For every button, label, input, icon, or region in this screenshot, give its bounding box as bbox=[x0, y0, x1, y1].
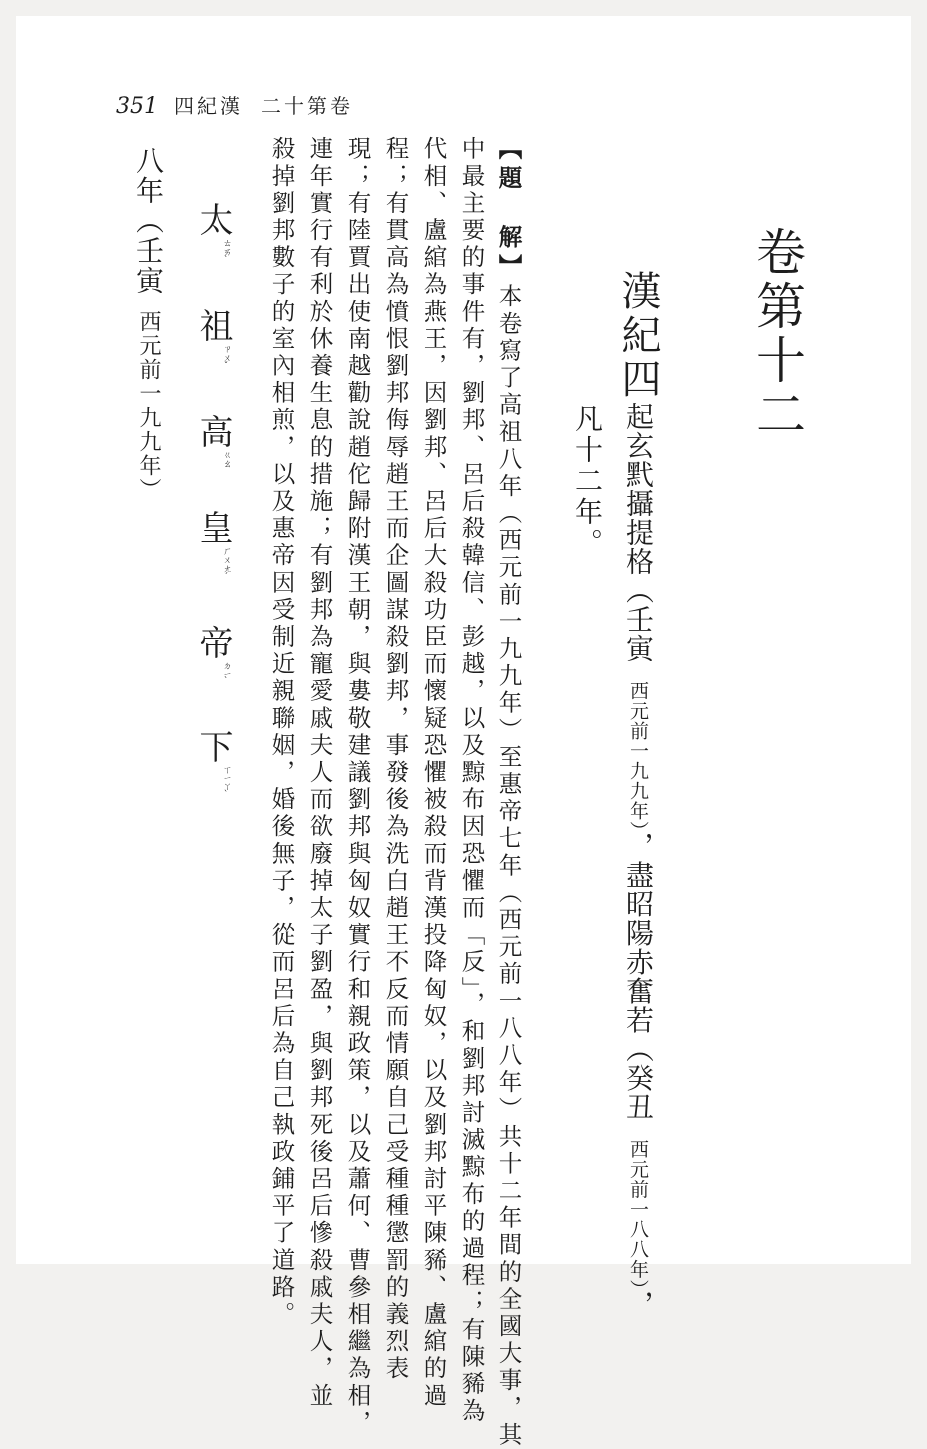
range-start-paren: （壬寅 bbox=[622, 576, 655, 663]
heading-char: 皇 bbox=[193, 510, 233, 546]
zhuyin-reading: ㄉㄧˋ bbox=[221, 661, 231, 688]
heading-char: 下 bbox=[193, 729, 233, 766]
volume-title: 卷第十二 bbox=[748, 226, 806, 442]
intro-label: 【題 解】 bbox=[494, 136, 523, 284]
intro-line-2: 中最主要的事件有，劉邦、呂后殺韓信、彭越，以及黥布因恐懼而「反」，和劉邦討滅黥布的過程；有陳豨為 bbox=[457, 136, 486, 1426]
book-page bbox=[16, 16, 911, 1449]
intro-line-6: 連年實行有利於休養生息的措施；有劉邦為寵愛戚夫人而欲廢掉太子劉盈，與劉邦死後呂后慘殺戚夫人，並 bbox=[305, 136, 334, 1410]
section-title: 漢紀四 bbox=[615, 270, 661, 402]
running-header bbox=[116, 90, 353, 119]
intro-line-1 bbox=[494, 136, 523, 1449]
heading-char: 祖 bbox=[193, 308, 233, 344]
emperor-heading bbox=[193, 202, 233, 801]
intro-line-7: 殺掉劉邦數子的室內相煎，以及惠帝因受制近親聯姻，婚後無子，從而呂后為自己執政鋪平了道路。 bbox=[267, 136, 296, 1329]
range-end-paren: （癸丑 bbox=[622, 1034, 655, 1122]
range-start-name: 起玄黓攝提格 bbox=[622, 402, 655, 576]
intro-text: 本卷寫了高祖八年（西元前一九九年）至惠帝七年（西元前一八八年）共十二年間的全國大事，其 bbox=[494, 283, 523, 1449]
year-range bbox=[622, 402, 655, 1319]
zhuyin-reading: ㄍㄠ bbox=[221, 450, 231, 468]
year-heading bbox=[132, 146, 165, 502]
year-ad: 西元前一九九年） bbox=[136, 310, 161, 502]
year-paren: （壬寅 bbox=[132, 206, 165, 296]
intro-line-5: 現；有陸賈出使南越勸說趙佗歸附漢王朝，與婁敬建議劉邦與匈奴實行和親政策，以及蕭何、曹參相繼為相， bbox=[343, 136, 372, 1437]
page-number: 351 bbox=[116, 94, 158, 119]
heading-char: 高 bbox=[193, 414, 233, 450]
range-start-year: 西元前一九九年） bbox=[627, 681, 649, 832]
range-end-name: 盡昭陽赤奮若 bbox=[622, 860, 655, 1035]
year-label: 八年 bbox=[132, 146, 165, 206]
zhuyin-reading: ㄗㄨˇ bbox=[221, 344, 231, 372]
volume-label: 二十第卷 bbox=[261, 94, 353, 118]
heading-char: 帝 bbox=[193, 625, 233, 661]
total-years: 凡十二年。 bbox=[571, 404, 604, 559]
intro-line-4: 程；有貫高為憤恨劉邦侮辱趙王而企圖謀殺劉邦，事發後為洗白趙王不反而情願自己受種種懲罰的義烈表 bbox=[381, 136, 410, 1383]
zhuyin-reading: ㄏㄨㄤˊ bbox=[221, 546, 231, 583]
intro-line-3: 代相、盧綰為燕王，因劉邦、呂后大殺功臣而懷疑恐懼被殺而背漢投降匈奴，以及劉邦討平陳豨、盧綰的過 bbox=[419, 136, 448, 1410]
zhuyin-reading: ㄊㄞˋ bbox=[221, 238, 231, 266]
range-end-year: 西元前一八八年） bbox=[627, 1139, 649, 1290]
heading-char: 太 bbox=[193, 202, 233, 238]
range-comma: ， bbox=[622, 831, 655, 861]
book-part: 四紀漢 bbox=[174, 94, 243, 118]
range-end-comma: ， bbox=[622, 1290, 655, 1319]
zhuyin-reading: ㄒㄧㄚˋ bbox=[221, 765, 231, 801]
